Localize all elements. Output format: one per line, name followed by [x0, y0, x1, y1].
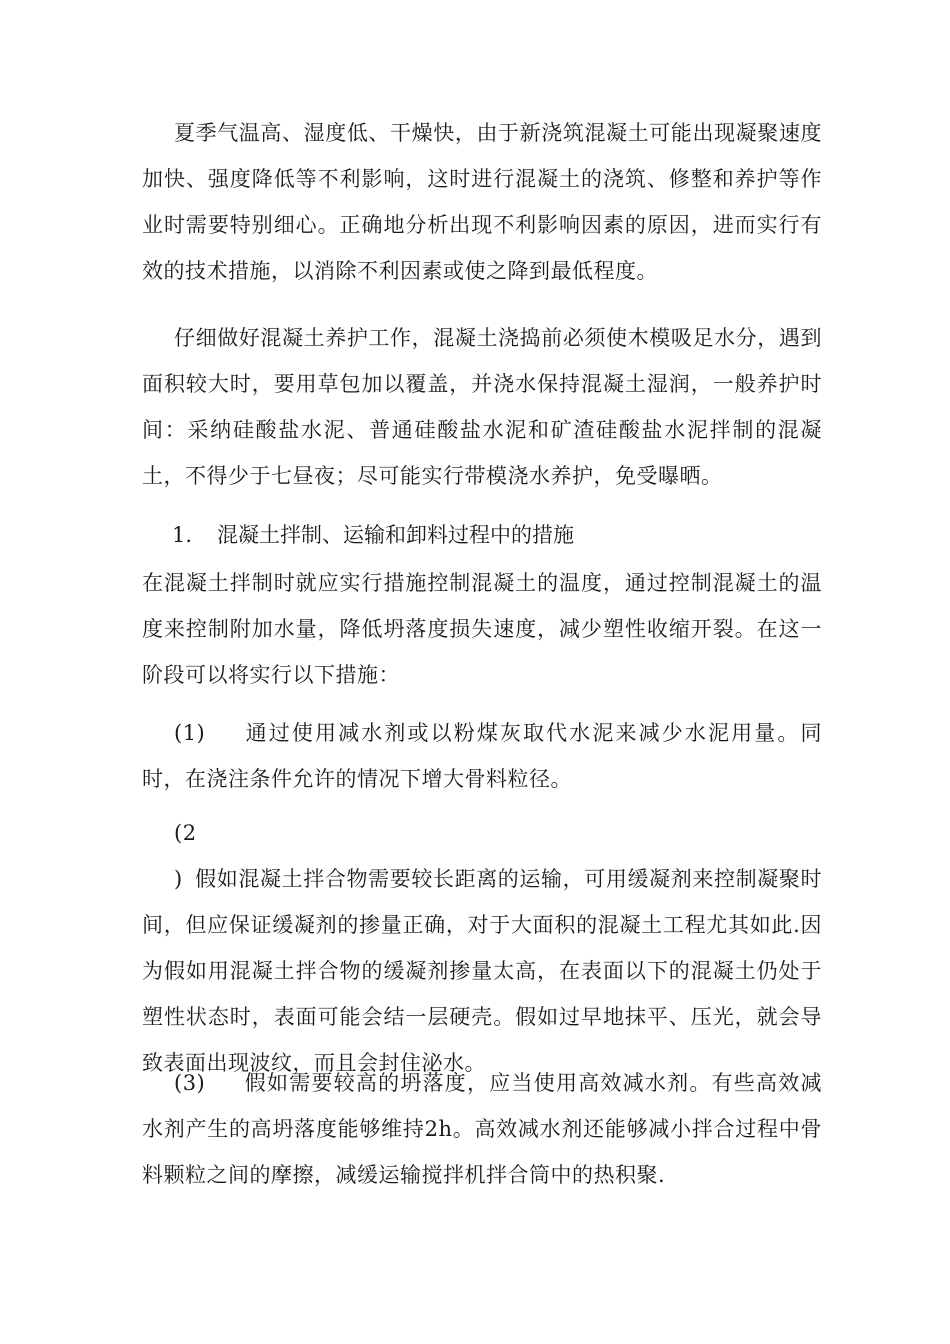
list-item-3: [142, 1060, 822, 1198]
list-item-marker: (1): [174, 721, 206, 745]
paragraph-summer-concrete: 夏季气温高、湿度低、干燥快，由于新浇筑混凝土可能出现凝聚速度加快、强度降低等不利影响，这时进行混凝土的浇筑、修整和养护等作业时需要特别细心。正确地分析出现不利影响因素的原因，进而实行有效的技术措施，以消除不利因素或使之降到最低程度。: [142, 121, 822, 283]
list-item-marker: (2 ): [174, 821, 197, 891]
list-item-text: 假如需要较高的坍落度，应当使用高效减水剂。有些高效减水剂产生的高坍落度能够维持2h。高效减水剂还能够减小拌合过程中骨料颗粒之间的摩擦，减缓运输搅拌机拌合筒中的热积聚.: [142, 1071, 822, 1187]
list-item-text: 假如混凝土拌合物需要较长距离的运输，可用缓凝剂来控制凝聚时间，但应保证缓凝剂的掺量正确，对于大面积的混凝土工程尤其如此.因为假如用混凝土拌合物的缓凝剂掺量太高，在表面以下的混凝土仍处于塑性状态时，表面可能会结一层硬壳。假如过早地抹平、压光，就会导致表面出现波纹，而且会封住泌水。: [142, 867, 822, 1075]
paragraph-curing: 仔细做好混凝土养护工作，混凝土浇捣前必须使木模吸足水分，遇到面积较大时，要用草包加以覆盖，并浇水保持混凝土湿润，一般养护时间：采纳硅酸盐水泥、普通硅酸盐水泥和矿渣硅酸盐水泥拌制的混凝土，不得少于七昼夜；尽可能实行带模浇水养护，免受曝晒。: [142, 326, 822, 488]
paragraph-intro: 在混凝土拌制时就应实行措施控制混凝土的温度，通过控制混凝土的温度来控制附加水量，降低坍落度损失速度，减少塑性收缩开裂。在这一阶段可以将实行以下措施：: [142, 571, 822, 687]
section-number: 1.: [172, 523, 193, 547]
list-item-1: [142, 710, 822, 802]
section-heading: [172, 512, 574, 558]
list-item-marker: (3): [174, 1071, 206, 1095]
list-item-text: 通过使用减水剂或以粉煤灰取代水泥来减少水泥用量。同时，在浇注条件允许的情况下增大骨料粒径。: [142, 721, 822, 791]
section-title: 混凝土拌制、运输和卸料过程中的措施: [217, 523, 574, 547]
list-item-2: [142, 810, 822, 1086]
